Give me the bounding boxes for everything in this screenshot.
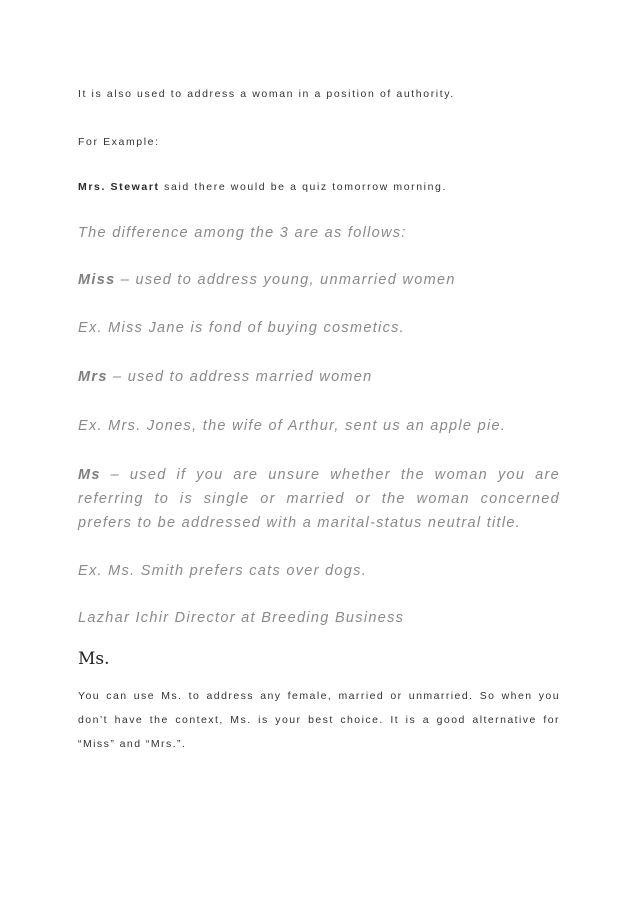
miss-example-text: Ex. Miss Jane is fond of buying cosmetics. xyxy=(78,320,405,336)
for-example-label xyxy=(78,135,560,149)
ms-definition xyxy=(78,463,560,535)
ms-example xyxy=(78,561,560,581)
ms-def-text: – used if you are unsure whether the woman you are referring to is single or married or the woman concerned prefers to be addressed with a marital-status neutral title. xyxy=(78,467,560,531)
section-heading: Ms. xyxy=(78,649,110,669)
miss-def-text: – used to address young, unmarried women xyxy=(115,272,456,288)
attribution xyxy=(78,608,560,628)
difference-intro xyxy=(78,223,560,243)
attribution-text: Lazhar Ichir Director at Breeding Business xyxy=(78,610,405,626)
authority-text: It is also used to address a woman in a position of authority. xyxy=(78,88,455,100)
stewart-name: Mrs. Stewart xyxy=(78,181,160,193)
for-example-text: For Example: xyxy=(78,136,160,148)
authority-line xyxy=(78,87,560,101)
section-paragraph: You can use Ms. to address any female, married or unmarried. So when you don’t have the context, Ms. is your best choice. It is a good alternative for “Miss” and “Mrs.”. xyxy=(78,690,560,750)
mrs-def-text: – used to address married women xyxy=(107,369,373,385)
stewart-sentence: said there would be a quiz tomorrow morning. xyxy=(159,181,447,193)
miss-term: Miss xyxy=(78,272,116,288)
stewart-example xyxy=(78,180,560,194)
ms-example-text: Ex. Ms. Smith prefers cats over dogs. xyxy=(78,563,368,579)
mrs-example xyxy=(78,416,560,436)
miss-definition xyxy=(78,270,560,290)
difference-text: The difference among the 3 are as follows: xyxy=(78,225,407,241)
mrs-term: Mrs xyxy=(78,369,108,385)
ms-term: Ms xyxy=(78,467,101,483)
miss-example xyxy=(78,318,560,338)
mrs-example-text: Ex. Mrs. Jones, the wife of Arthur, sent us an apple pie. xyxy=(78,418,507,434)
mrs-definition xyxy=(78,367,560,387)
